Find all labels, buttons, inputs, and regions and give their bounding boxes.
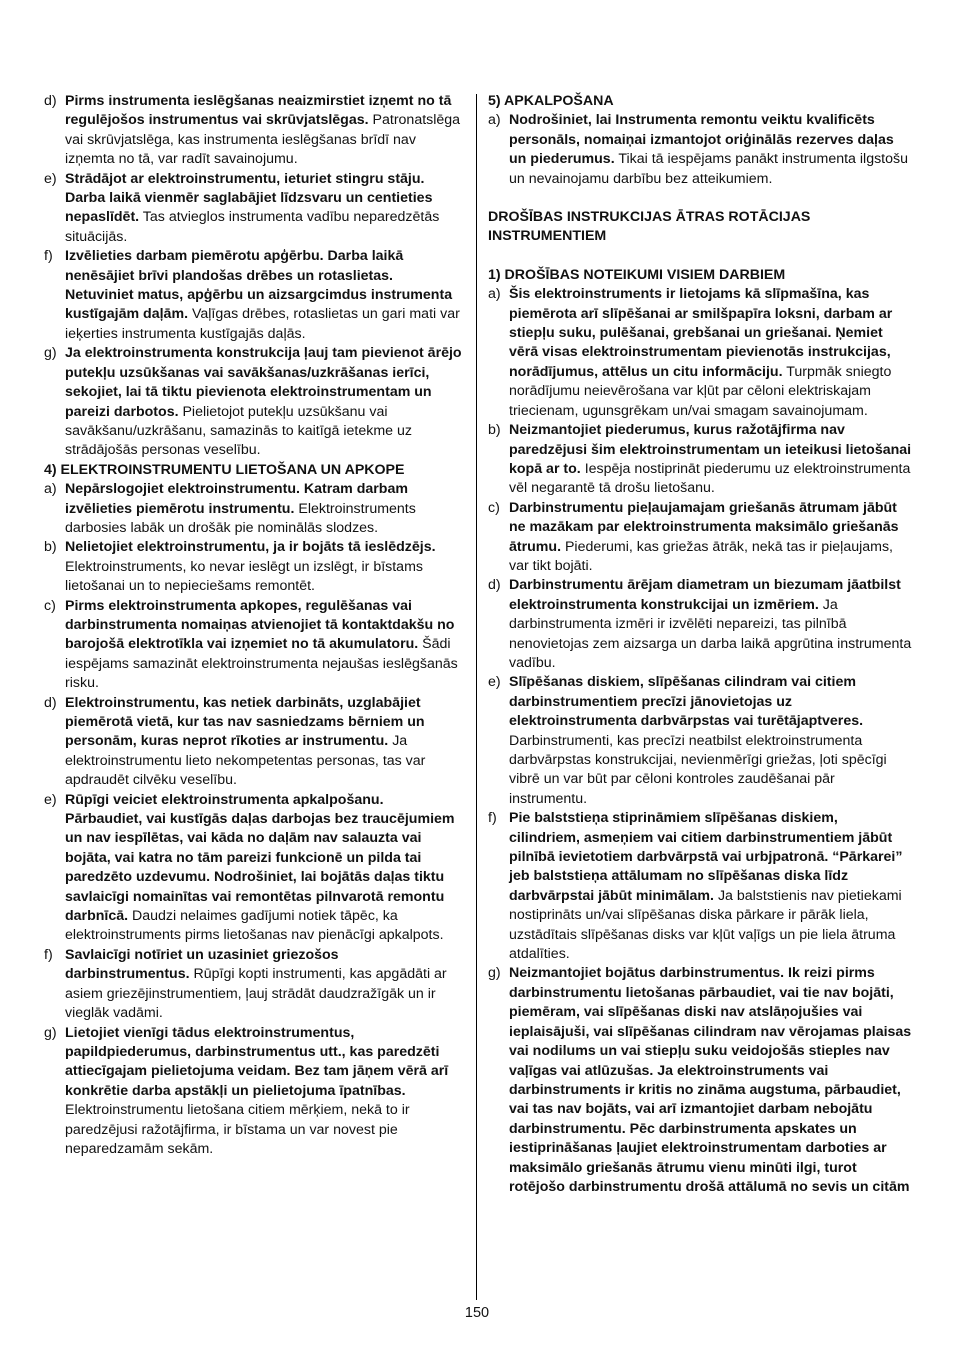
spacer xyxy=(488,189,912,208)
list-item xyxy=(44,597,464,694)
item-marker: d) xyxy=(488,577,501,594)
item-bold-text: Pie balststieņa stiprināmiem slīpēšanas diskiem, cilindriem, asmeņiem vai citiem darbinstrumentiem jābūt pilnībā ievietotiem darbvārpstā vai urbjpatronā. “Pārkarei” jeb balststieņa attālumam no slīpēšanas diska līdz darbvārpstai jābūt minimālam. xyxy=(509,810,903,904)
item-bold-text: Darbinstrumentu ārējam diametram un biezumam jāatbilst elektroinstrumenta konstrukcijai un izmēriem. xyxy=(509,577,901,613)
item-marker: c) xyxy=(44,597,56,614)
list-item xyxy=(44,480,464,538)
item-marker: a) xyxy=(488,112,501,129)
item-text: Elektroinstruments darbosies labāk un drošāk pie nominālās slodzes. xyxy=(65,500,416,536)
item-bold-text: Nepārslogojiet elektroinstrumentu. Katram darbam izvēlieties piemērotu instrumentu. xyxy=(65,481,408,517)
item-text: Ja elektroinstrumentu lieto nekompetentas personas, tas var apdraudēt cilvēku veselību. xyxy=(65,733,426,789)
section-heading: 4) ELEKTROINSTRUMENTU LIETOŠANA UN APKOPE xyxy=(44,461,405,478)
item-marker: f) xyxy=(44,946,53,963)
item-marker: b) xyxy=(44,539,57,556)
list-item xyxy=(44,92,464,170)
item-marker: b) xyxy=(488,422,501,439)
item-bold-text: Izvēlieties darbam piemērotu apģērbu. Darba laikā nenēsājiet brīvi plandošas drēbes un rotaslietas. Netuviniet matus, apģērbu un aizsargcimdus instrumenta kustīgajām daļām. xyxy=(65,248,453,323)
item-text: Elektroinstruments, ko nevar ieslēgt un izslēgt, ir bīstams lietošanai un to nepieciešams remontēt. xyxy=(65,558,423,595)
list-item xyxy=(44,1024,464,1160)
right-column xyxy=(488,92,912,1197)
item-marker: g) xyxy=(44,345,57,362)
list-item xyxy=(44,344,464,460)
list-item xyxy=(488,809,912,964)
item-marker: g) xyxy=(44,1024,57,1041)
item-text: Darbinstrumenti, kas precīzi neatbilst elektroinstrumenta darbvārpstas konstrukcijai, nevienmērīgi griežas, ļoti spēcīgi vibrē un var būt par cēloni kontroles zaudēšanai pār instrumentu. xyxy=(509,732,887,807)
item-marker: f) xyxy=(488,810,497,827)
item-bold-text: Savlaicīgi notīriet un uzasiniet griezošos darbinstrumentus. xyxy=(65,946,339,983)
list-item xyxy=(44,694,464,791)
item-marker: a) xyxy=(44,481,57,498)
item-marker: d) xyxy=(44,93,57,109)
item-text: Daudzi nelaimes gadījumi notiek tāpēc, ka elektroinstruments pirms lietošanas nav pienācīgi apkalpots. xyxy=(65,908,444,944)
list-item xyxy=(488,576,912,673)
item-text: Šādi iespējams samazināt elektroinstrumenta nejaušas ieslēgšanās risku. xyxy=(65,636,458,692)
item-bold-text: Rūpīgi veiciet elektroinstrumenta apkalpošanu. Pārbaudiet, vai kustīgās daļas darbojas bez traucējumiem un nav iespīlētas, vai kāda no daļām nav salauzta vai bojāta, vai katra no tām pareizi funkcionē un pilda tai paredzēto uzdevumu. Nodrošiniet, lai bojātās daļas tiktu savlaicīgi nomainītas vai remontētas pilnvarotā remontu darbnīcā. xyxy=(65,791,455,925)
spacer xyxy=(488,247,912,266)
item-text: Ja balststienis nav pietiekami nostiprināts un/vai slīpēšanas diska pārkare ir pārāk liela, uzstādītais slīpēšanas disks var kļūt vaļīgs un pie liela ātruma atdalīties. xyxy=(509,887,902,963)
list-item xyxy=(488,285,912,421)
list-item xyxy=(44,247,464,344)
item-marker: c) xyxy=(488,499,500,516)
list-item xyxy=(44,946,464,1024)
item-marker: f) xyxy=(44,248,53,265)
item-text: Iespēja nostiprināt piederumu uz elektroinstrumenta vēl negarantē tā drošu lietošanu. xyxy=(509,460,911,497)
item-text: Patronatslēga vai skrūvjatslēga, kas instrumenta ieslēgšanas brīdī nav izņemta no tā, var radīt savainojumu. xyxy=(65,112,461,168)
page-number: 150 xyxy=(464,1305,490,1321)
item-marker: e) xyxy=(44,791,57,808)
list-item xyxy=(488,111,912,189)
list-item xyxy=(44,170,464,248)
item-marker: d) xyxy=(44,694,57,711)
item-marker: e) xyxy=(44,170,57,187)
item-bold-text: Ja elektroinstrumenta konstrukcija ļauj tam pievienot ārējo putekļu uzsūkšanas vai savākšanas/uzkrāšanas ierīci, sekojiet, lai tā tiktu pievienota elektroinstrumentam un pareizi darbotos. xyxy=(65,345,462,420)
list-item xyxy=(488,964,912,1197)
item-bold-text: Pirms elektroinstrumenta apkopes, regulēšanas vai darbinstrumenta nomaiņas atvienojiet tā kontaktdakšu no barojošā elektrotīkla vai izņemiet no tā akumulatoru. xyxy=(65,597,455,653)
item-bold-text: Neizmantojiet bojātus darbinstrumentus. Ik reizi pirms darbinstrumentu lietošanas pārbaudiet, vai tie nav bojāti, piemēram, vai slīpēšanas diski nav atslāņojušies vai ieplaisājuši, vai slīpēšanas cilindram nav vērojamas plaisas vai nodilums un vai stiepļu suku veidojošās stieples nav vaļīgas vai atlūzušas. Ja elektroinstruments vai darbinstruments ir kritis no zināma augstuma, pārbaudiet, vai tas nav bojāts, vai arī izmantojiet darbam nebojātu darbinstrumentu. Pēc darbinstrumenta apskates un iestiprināšanas ļaujiet elektroinstrumentam darboties ar maksimālo griešanās ātrumu vienu minūti ilgi, turot rotējošo darbinstrumentu drošā attālumā no sevis un citām xyxy=(509,965,912,1195)
left-column xyxy=(44,92,464,1159)
item-bold-text: Šis elektroinstruments ir lietojams kā slīpmašīna, kas piemērota arī slīpēšanai ar smilšpapīra loksni, darbam ar stiepļu suku, pulēšanai, grebšanai un griešanai. Ņemiet vērā visas elektroinstrumentam pievienotās instrukcijas, norādījumus, attēlus un citu informāciju. xyxy=(509,286,893,380)
item-bold-text: Lietojiet vienīgi tādus elektroinstrumentus, papildpiederumus, darbinstrumentus utt., kas paredzēti attiecīgajam pielietojuma veidam. Bez tam jāņem vērā arī konkrētie darba apstākļi un pielietojuma īpatnības. xyxy=(65,1024,449,1099)
item-text: Pielietojot putekļu uzsūkšanu vai savākšanu/uzkrāšanu, samazinās to kaitīgā ietekme uz strādājošās personas veselību. xyxy=(65,403,412,459)
item-bold-text: Strādājot ar elektroinstrumentu, ieturiet stingru stāju. Darba laikā vienmēr saglabājiet līdzsvaru un centieties nepaslīdēt. xyxy=(65,170,433,226)
item-bold-text: Elektroinstrumentu, kas netiek darbināts, uzglabājiet piemērotā vietā, kur tas nav sasniedzams bērniem un personām, kuras neprot rīkoties ar instrumentu. xyxy=(65,694,425,750)
item-text: Rūpīgi kopti instrumenti, kas apgādāti ar asiem griezējinstrumentiem, ļauj strādāt daudzražīgāk un ir vieglāk vadāmi. xyxy=(65,966,447,1022)
item-bold-text: Slīpēšanas diskiem, slīpēšanas cilindram vai citiem darbinstrumentiem precīzi jānovietojas uz elektroinstrumenta darbvārpstas vai turētājaptveres. xyxy=(509,674,864,730)
item-text: Tikai tā iespējams panākt instrumenta ilgstošu un nevainojamu darbību bez atteikumiem. xyxy=(509,151,908,187)
item-text: Piederumi, kas griežas ātrāk, nekā tas ir pieļaujams, var tikt bojāti. xyxy=(509,538,894,574)
column-divider xyxy=(476,94,477,1300)
list-item xyxy=(488,499,912,577)
list-item xyxy=(44,538,464,596)
item-text: Elektroinstrumentu lietošana citiem mērķiem, nekā to ir paredzējusi ražotājfirma, ir bīstama un var novest pie neparedzamām sekām. xyxy=(65,1102,410,1157)
item-text: Vaļīgas drēbes, rotaslietas un gari mati var ieķerties instrumenta kustīgajās daļās. xyxy=(65,306,460,342)
item-marker: g) xyxy=(488,965,501,982)
item-bold-text: Darbinstrumentu pieļaujamajam griešanās ātrumam jābūt ne mazākam par elektroinstrumenta maksimālo griešanās ātrumu. xyxy=(509,499,899,555)
item-bold-text: Nelietojiet elektroinstrumentu, ja ir bojāts tā ieslēdzējs. xyxy=(65,539,436,556)
safety-heading: DROŠĪBAS INSTRUKCIJAS ĀTRAS ROTĀCIJAS INSTRUMENTIEM xyxy=(488,209,811,245)
section-heading: 5) APKALPOŠANA xyxy=(488,93,614,109)
item-marker: e) xyxy=(488,674,501,691)
list-item xyxy=(44,791,464,946)
item-bold-text: Neizmantojiet piederumus, kurus ražotājfirma nav paredzējusi šim elektroinstrumentam un ieteikusi lietošanai kopā ar to. xyxy=(509,422,912,477)
list-item xyxy=(488,673,912,809)
section-heading: 1) DROŠĪBAS NOTEIKUMI VISIEM DARBIEM xyxy=(488,266,786,283)
item-bold-text: Nodrošiniet, lai Instrumenta remontu veiktu kvalificēts personāls, nomaiņai izmantojot oriģinālās rezerves daļas un piederumus. xyxy=(509,112,894,168)
list-item xyxy=(488,421,912,499)
item-marker: a) xyxy=(488,286,501,303)
item-text: Ja darbinstrumenta izmēri ir izvēlēti nepareizi, tas pilnībā nenovietojas zem aizsarga un darba laikā apgrūtina instrumenta vadību. xyxy=(509,596,912,671)
item-text: Turpmāk sniegto norādījumu neievērošana var kļūt par cēloni elektriskajam triecienam, ugunsgrēkam un/vai smagam savainojumam. xyxy=(509,363,892,419)
item-text: Tas atvieglos instrumenta vadību neparedzētās situācijās. xyxy=(65,209,440,245)
item-bold-text: Pirms instrumenta ieslēgšanas neaizmirstiet izņemt no tā regulējošos instrumentus vai skrūvjatslēgas. xyxy=(65,93,452,129)
